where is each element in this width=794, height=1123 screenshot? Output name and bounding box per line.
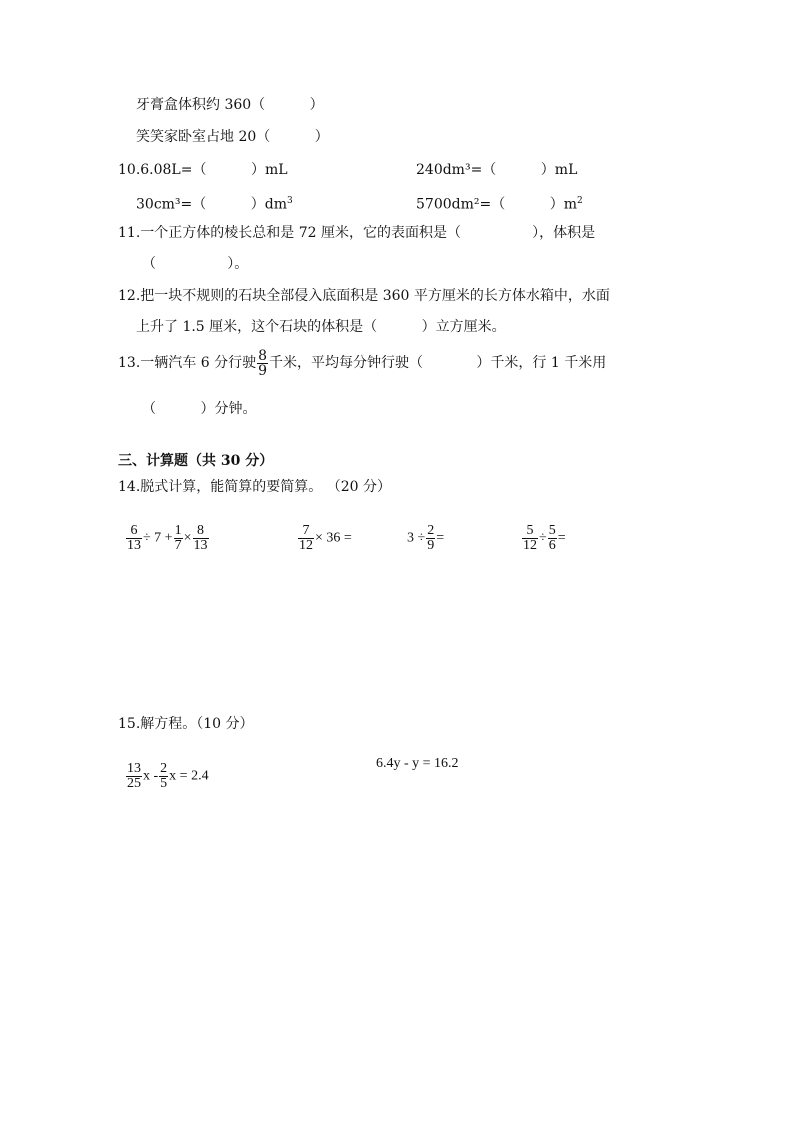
q14-e1-d2: 7 — [174, 538, 182, 553]
q14-e3-pre: 3 ÷ — [407, 530, 426, 546]
q10-d-text: 5700dm²=（ ）m — [416, 196, 577, 213]
q12-line1: 12.把一块不规则的石块全部侵入底面积是 360 平方厘米的长方体水箱中，水面 — [118, 288, 610, 304]
q14-e1-d1: 13 — [127, 538, 141, 553]
q14-e4-d1: 12 — [523, 538, 537, 553]
q10-item-dm2-m2 — [416, 192, 583, 214]
q9-item-bedroom: 笑笑家卧室占地 20（ ） — [136, 129, 329, 145]
q12-line2: 上升了 1.5 厘米，这个石块的体积是（ ）立方厘米。 — [136, 319, 506, 335]
q14-e1-op2: × — [183, 530, 192, 546]
q11-line2: （ ）。 — [142, 256, 249, 272]
q13-frac-den: 9 — [258, 362, 267, 379]
q14-e1-d3: 13 — [193, 538, 208, 553]
q15-e1-d2: 5 — [160, 776, 168, 791]
q15-equation-1 — [118, 746, 209, 791]
q14-e4-n1: 5 — [522, 524, 538, 539]
q14-e3-frac1 — [426, 524, 435, 553]
q14-e2-rest: × 36 = — [315, 530, 352, 546]
q11-line1: 11.一个正方体的棱长总和是 72 厘米，它的表面积是（ ），体积是 — [118, 225, 596, 241]
q14-e1-frac1 — [126, 524, 142, 553]
q13-fraction — [257, 349, 268, 378]
q14-title: 14.脱式计算，能简算的要简算。 （20 分） — [118, 479, 391, 495]
q13-pre: 13.一辆汽车 6 分行驶 — [118, 355, 257, 371]
q10-item-liters: 10.6.08L=（ ）mL — [118, 162, 288, 178]
q14-expression-2 — [290, 508, 352, 553]
q15-e1-frac1 — [126, 762, 142, 791]
q10-item-cm3-dm3 — [136, 192, 293, 214]
q14-e4-frac2 — [548, 524, 557, 553]
q13-frac-num: 8 — [258, 347, 267, 364]
q15-e1-n2: 2 — [160, 761, 168, 776]
q14-e1-frac2 — [174, 524, 183, 553]
q14-e4-frac1 — [522, 524, 538, 553]
q14-expression-3 — [400, 508, 444, 553]
q15-e1-d1: 25 — [127, 776, 141, 791]
q14-e3-rest: = — [436, 530, 445, 546]
q10-c-sup: 3 — [287, 196, 293, 206]
q14-e4-d2: 6 — [548, 538, 556, 553]
q15-e1-n1: 13 — [127, 761, 141, 776]
q9-item-toothpaste: 牙膏盒体积约 360（ ） — [136, 97, 324, 113]
q13-line1 — [118, 346, 606, 380]
q15-e1-mid: x - — [143, 768, 159, 784]
q14-e2-n1: 7 — [298, 524, 314, 539]
q14-e2-frac1 — [298, 524, 314, 553]
q14-e1-n2: 1 — [174, 523, 182, 538]
q14-e1-frac3 — [193, 524, 209, 553]
q14-e2-d1: 12 — [299, 538, 313, 553]
q14-e3-n1: 2 — [427, 523, 435, 538]
q15-e1-frac2 — [159, 762, 168, 791]
q13-line2: （ ）分钟。 — [142, 401, 257, 417]
q14-e1-op1: ÷ 7 + — [143, 530, 173, 546]
q10-d-sup: 2 — [577, 196, 583, 206]
q14-e3-d1: 9 — [427, 538, 435, 553]
q14-e4-op: ÷ — [539, 530, 547, 546]
q10-item-dm3-ml: 240dm³=（ ）mL — [416, 162, 578, 178]
q14-expression-4 — [514, 508, 566, 553]
q14-e1-n3: 8 — [193, 524, 209, 539]
q14-expression-1 — [118, 508, 210, 553]
q14-e4-rest: = — [557, 530, 566, 546]
q15-e1-rest: x = 2.4 — [169, 768, 209, 784]
q15-equation-2: 6.4y - y = 16.2 — [376, 756, 459, 771]
q15-title: 15.解方程。（10 分） — [118, 716, 254, 732]
q14-e1-n1: 6 — [126, 524, 142, 539]
q13-post: 千米，平均每分钟行驶（ ）千米，行 1 千米用 — [269, 355, 607, 371]
section3-title: 三、计算题（共 30 分） — [118, 453, 274, 469]
q14-e4-n2: 5 — [548, 523, 556, 538]
q10-c-text: 30cm³=（ ）dm — [136, 196, 288, 213]
